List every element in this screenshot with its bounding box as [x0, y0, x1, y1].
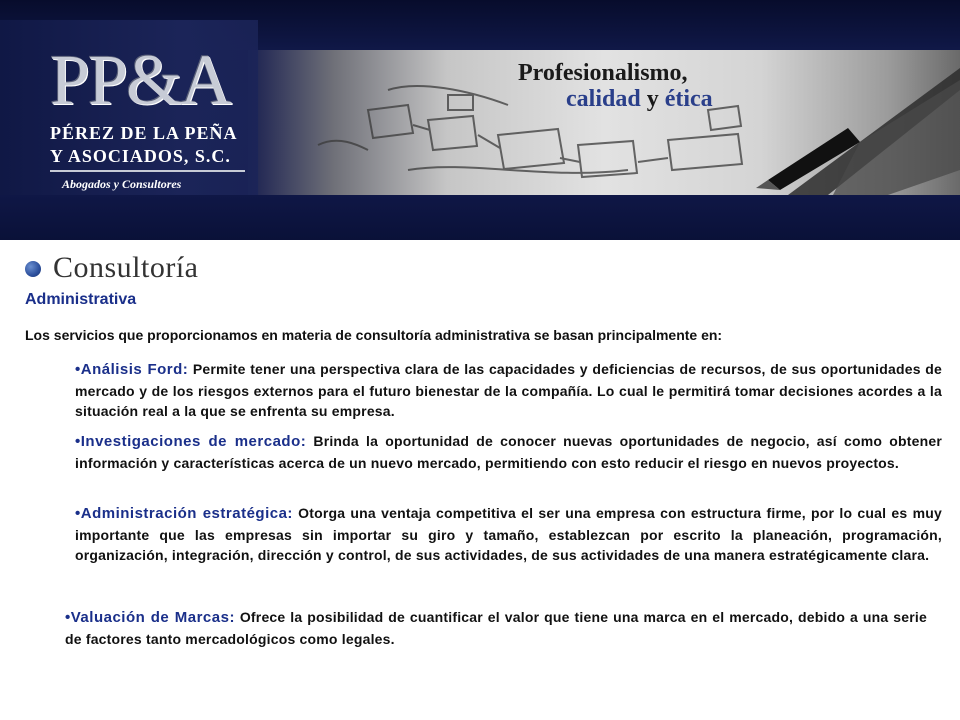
- service-item-investigaciones-mercado: [75, 431, 942, 473]
- service-description: Permite tener una perspectiva clara de las capacidades y deficiencias de recursos, de sus oportunidades de mercado y de los riesgos externos para el futuro bienestar de la compañía. Lo cual le permitirá tomar decisiones acordes a la situación real a la que se enfrenta su empresa.: [75, 361, 943, 419]
- logo-panel: [0, 20, 258, 195]
- service-term: •Análisis Ford:: [75, 361, 189, 378]
- logo-letters: PP: [50, 40, 127, 120]
- service-term: •Administración estratégica:: [75, 505, 293, 522]
- service-term: •Investigaciones de mercado:: [75, 433, 307, 450]
- tagline-line1: Profesionalismo,: [518, 60, 688, 86]
- service-item-valuacion-marcas: [65, 607, 927, 649]
- section-subtitle: Administrativa: [25, 291, 137, 308]
- section-bullet-icon: [25, 261, 41, 277]
- logo-mark: [50, 40, 250, 120]
- tagline-word-calidad: calidad: [566, 86, 641, 112]
- firm-name-line1: PÉREZ DE LA PEÑA: [50, 123, 238, 143]
- section-title: Consultoría: [53, 251, 199, 284]
- banner-bottom-strip: [0, 195, 960, 240]
- tagline-word-etica: ética: [664, 86, 713, 112]
- service-item-administracion-estrategica: [75, 503, 942, 566]
- tagline-word-y: y: [646, 86, 659, 112]
- tagline-line2: [566, 86, 713, 113]
- service-item-analisis-ford: [75, 359, 942, 422]
- firm-subtitle: Abogados y Consultores: [62, 177, 182, 191]
- hero-photo: [248, 50, 960, 195]
- firm-name-line2: Y ASOCIADOS, S.C.: [50, 146, 231, 166]
- service-description: Ofrece la posibilidad de cuantificar el valor que tiene una marca en el mercado, debido a una serie de factores tanto mercadológicos como legales.: [65, 609, 927, 647]
- service-term: •Valuación de Marcas:: [65, 609, 235, 626]
- logo-divider: [50, 170, 245, 172]
- service-description: Brinda la oportunidad de conocer nuevas oportunidades de negocio, así como obtener información y características acerca de un nuevo mercado, permitiendo con esto reducir el riesgo en nuevos proyectos.: [75, 433, 942, 471]
- intro-paragraph: Los servicios que proporcionamos en materia de consultoría administrativa se basan principalmente en:: [25, 327, 723, 343]
- service-description: Otorga una ventaja competitiva el ser una empresa con estructura firme, por lo cual es muy importante que las empresas sin importar su giro y tamaño, establezcan por escrito la planeación, programación, organización, integración, dirección y control, de sus actividades, de sus actividades de una manera estratégicamente clara.: [75, 505, 942, 563]
- logo-amp-a: &A: [126, 40, 231, 120]
- header-banner: [0, 0, 960, 240]
